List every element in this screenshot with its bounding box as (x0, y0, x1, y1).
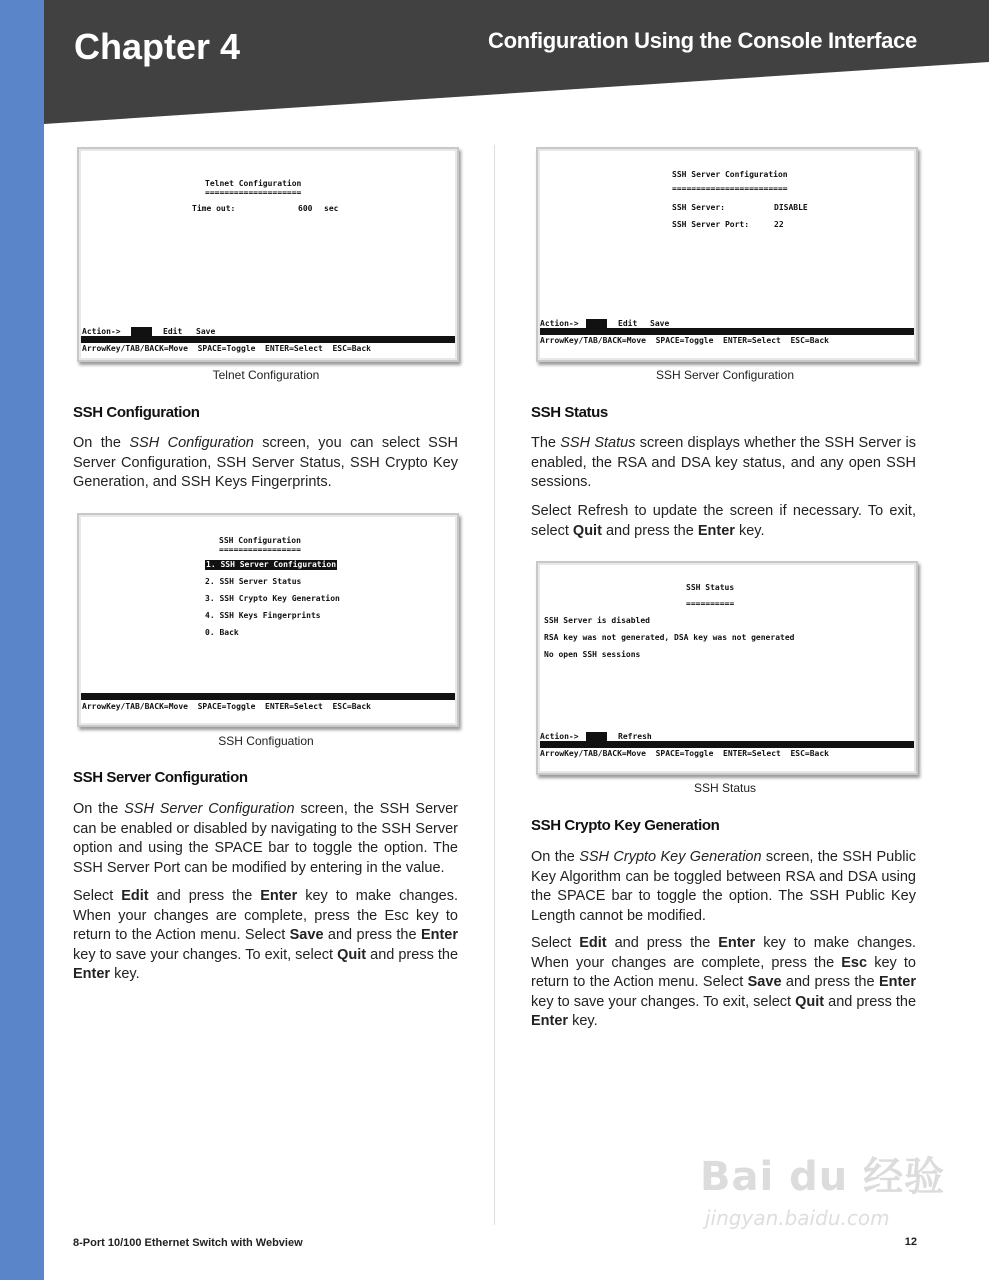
ssh-port-label: SSH Server Port: (672, 220, 750, 229)
section-heading-ssh-server-configuration: SSH Server Configuration (73, 769, 248, 786)
screen-title-underline: ========== (686, 599, 735, 608)
save-option: Save (650, 319, 670, 328)
menu-item-ssh-server-status: 2. SSH Server Status (205, 577, 302, 586)
screen-title: SSH Status (686, 583, 735, 592)
ssh-configuration-paragraph: On the SSH Configuration screen, you can select SSH Server Configuration, SSH Server Status, SSH Crypto Key Generation, and SSH Keys Fingerprints. (73, 435, 458, 490)
menu-item-ssh-server-configuration: 1. SSH Server Configuration (206, 560, 337, 569)
ssh-server-value: DISABLE (774, 203, 808, 212)
telnet-caption: Telnet Configuration (212, 368, 320, 382)
keys-help: ArrowKey/TAB/BACK=Move SPACE=Toggle ENTER=Select ESC=Back (540, 749, 829, 758)
footer-product-name: 8-Port 10/100 Ethernet Switch with Webview (73, 1237, 303, 1249)
baidu-watermark-url: jingyan.baidu.com (705, 1206, 890, 1230)
ssh-server-status-line: SSH Server is disabled (544, 616, 650, 625)
side-color-bar (0, 0, 44, 1280)
status-bar (81, 336, 455, 343)
screen-title: SSH Server Configuration (672, 170, 788, 179)
ssh-status-paragraph-1: The SSH Status screen displays whether the SSH Server is enabled, the RSA and DSA key status, and any open SSH sessions. (531, 435, 917, 490)
header-section-title: Configuration Using the Console Interface (488, 28, 917, 53)
ssh-status-caption: SSH Status (693, 781, 757, 795)
screen-title: SSH Configuration (219, 536, 301, 545)
key-status-line: RSA key was not generated, DSA key was not generated (544, 633, 795, 642)
keys-help: ArrowKey/TAB/BACK=Move SPACE=Toggle ENTER=Select ESC=Back (82, 702, 371, 711)
ssh-crypto-paragraph-2: Select Edit and press the Enter key to make changes. When your changes are complete, press the Esc key to return to the Action menu. Select Save and press the Enter key to save your changes. To exit, select Quit and press the Enter key. (531, 935, 917, 1029)
menu-item-ssh-crypto-key-generation: 3. SSH Crypto Key Generation (205, 594, 340, 603)
action-label: Action-> (82, 327, 121, 336)
timeout-value: 600 (298, 204, 313, 213)
timeout-unit: sec (324, 204, 339, 213)
ssh-crypto-paragraph-1: On the SSH Crypto Key Generation screen, the SSH Public Key Algorithm can be toggled between RSA and DSA using the SPACE bar to toggle the option. The SSH Public Key Length cannot be modified. (531, 849, 916, 924)
action-label: Action-> (540, 732, 579, 741)
status-bar (540, 741, 914, 748)
save-option: Save (196, 327, 216, 336)
ssh-config-caption: SSH Configuation (218, 734, 314, 748)
section-heading-ssh-crypto-key-generation: SSH Crypto Key Generation (531, 817, 720, 834)
ssh-server-caption: SSH Server Configuration (655, 368, 795, 382)
column-divider (494, 145, 495, 1225)
ssh-status-paragraph-2: Select Refresh to update the screen if necessary. To exit, select Quit and press the Enter key. (531, 503, 916, 539)
screen-title-underline: ======================== (672, 184, 788, 193)
menu-item-ssh-keys-fingerprints: 4. SSH Keys Fingerprints (205, 611, 321, 620)
timeout-label: Time out: (192, 204, 236, 213)
sessions-line: No open SSH sessions (544, 650, 641, 659)
status-bar (540, 328, 914, 335)
keys-help: ArrowKey/TAB/BACK=Move SPACE=Toggle ENTER=Select ESC=Back (82, 344, 371, 353)
ssh-server-config-screenshot (536, 147, 918, 362)
edit-option: Edit (163, 327, 183, 336)
chapter-title: Chapter 4 (74, 26, 241, 67)
section-heading-ssh-status: SSH Status (531, 404, 608, 421)
refresh-option: Refresh (618, 732, 652, 741)
status-bar (81, 693, 455, 700)
quit-option: Quit (132, 327, 152, 336)
ssh-server-label: SSH Server: (672, 203, 725, 212)
edit-option: Edit (618, 319, 638, 328)
screen-title-underline: ================= (219, 545, 301, 554)
menu-item-back: 0. Back (205, 628, 239, 637)
ssh-server-config-paragraph-1: On the SSH Server Configuration screen, the SSH Server can be enabled or disabled by navigating to the SSH Server option and using the SPACE bar to toggle the option. The SSH Server Port can be modified by entering in the value. (73, 801, 459, 876)
screen-title-underline: ==================== (205, 188, 302, 197)
screen-title: Telnet Configuration (205, 179, 302, 188)
quit-option: Quit (587, 319, 607, 328)
footer-page-number: 12 (904, 1236, 917, 1248)
quit-option: Quit (587, 732, 607, 741)
ssh-server-config-paragraph-2: Select Edit and press the Enter key to make changes. When your changes are complete, press the Esc key to return to the Action menu. Select Save and press the Enter key to save your changes. To exit, select Quit and press the Enter key. (73, 888, 459, 982)
ssh-status-screenshot (536, 561, 918, 775)
telnet-config-screenshot (77, 147, 459, 362)
baidu-watermark-logo: Bai du 经验 (700, 1154, 946, 1200)
keys-help: ArrowKey/TAB/BACK=Move SPACE=Toggle ENTER=Select ESC=Back (540, 336, 829, 345)
section-heading-ssh-configuration: SSH Configuration (73, 404, 200, 421)
action-label: Action-> (540, 319, 579, 328)
ssh-port-value: 22 (774, 220, 784, 229)
ssh-config-screenshot (77, 513, 459, 727)
